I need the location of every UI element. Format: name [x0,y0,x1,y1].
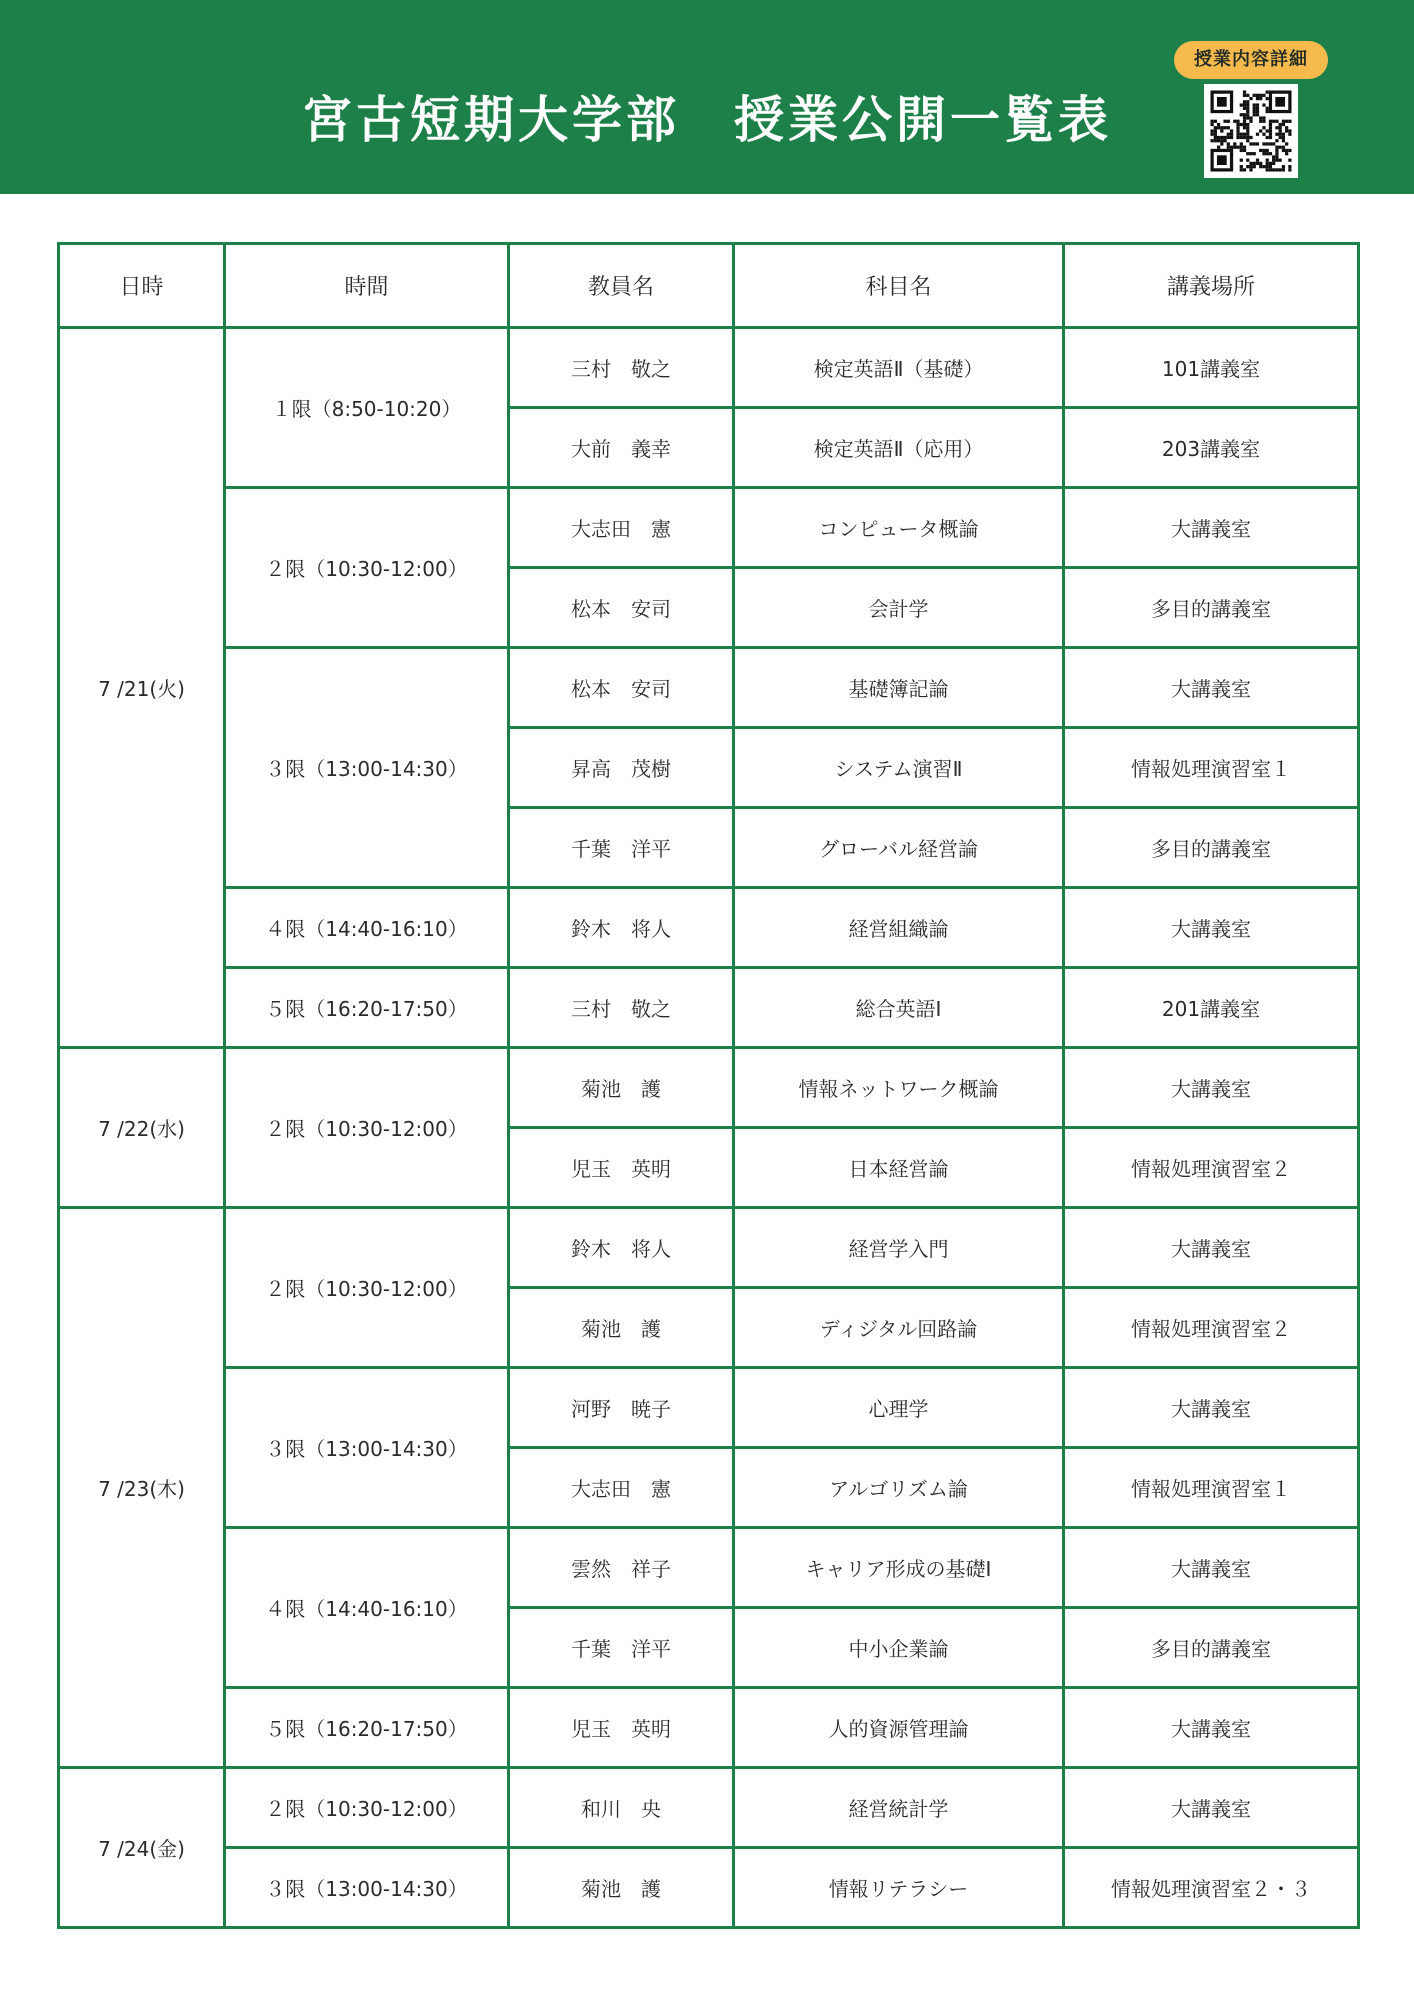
teacher-cell: 昇高 茂樹 [509,728,734,808]
table-row [59,1848,1359,1928]
date-cell: 7 /23(木) [59,1208,225,1768]
subject-cell: 情報リテラシー [734,1848,1064,1928]
table-row [59,1528,1359,1608]
table-row [59,1208,1359,1288]
room-cell: 大講義室 [1064,488,1359,568]
qr-code-icon [1204,84,1298,178]
room-cell: 情報処理演習室２ [1064,1128,1359,1208]
teacher-cell: 菊池 護 [509,1288,734,1368]
teacher-cell: 千葉 洋平 [509,1608,734,1688]
date-cell: 7 /24(金) [59,1768,225,1928]
subject-cell: 経営組織論 [734,888,1064,968]
period-cell: ２限（10:30-12:00） [225,1048,509,1208]
period-cell: ５限（16:20-17:50） [225,968,509,1048]
header-banner [0,0,1414,194]
teacher-cell: 松本 安司 [509,648,734,728]
subject-cell: 検定英語Ⅱ（応用） [734,408,1064,488]
table-row [59,888,1359,968]
subject-cell: キャリア形成の基礎Ⅰ [734,1528,1064,1608]
subject-cell: アルゴリズム論 [734,1448,1064,1528]
table-row [59,1688,1359,1768]
room-cell: 大講義室 [1064,1368,1359,1448]
room-cell: 大講義室 [1064,888,1359,968]
teacher-cell: 大志田 憲 [509,1448,734,1528]
teacher-cell: 雲然 祥子 [509,1528,734,1608]
room-cell: 大講義室 [1064,1768,1359,1848]
page-title: 宮古短期大学部 授業公開一覧表 [302,91,1112,149]
teacher-cell: 河野 暁子 [509,1368,734,1448]
subject-cell: 中小企業論 [734,1608,1064,1688]
teacher-cell: 児玉 英明 [509,1128,734,1208]
room-cell: 情報処理演習室１ [1064,1448,1359,1528]
column-header-date: 日時 [59,244,225,328]
subject-cell: 心理学 [734,1368,1064,1448]
subject-cell: 情報ネットワーク概論 [734,1048,1064,1128]
room-cell: 203講義室 [1064,408,1359,488]
period-cell: ２限（10:30-12:00） [225,488,509,648]
subject-cell: 人的資源管理論 [734,1688,1064,1768]
teacher-cell: 鈴木 将人 [509,888,734,968]
table-row [59,488,1359,568]
room-cell: 大講義室 [1064,1688,1359,1768]
table-row [59,648,1359,728]
date-cell: 7 /22(水) [59,1048,225,1208]
subject-cell: 基礎簿記論 [734,648,1064,728]
subject-cell: 経営統計学 [734,1768,1064,1848]
column-header-time: 時間 [225,244,509,328]
subject-cell: グローバル経営論 [734,808,1064,888]
subject-cell: 検定英語Ⅱ（基礎） [734,328,1064,408]
teacher-cell: 松本 安司 [509,568,734,648]
qr-label-badge[interactable]: 授業内容詳細 [1174,41,1328,79]
teacher-cell: 菊池 護 [509,1848,734,1928]
subject-cell: 経営学入門 [734,1208,1064,1288]
period-cell: ３限（13:00-14:30） [225,648,509,888]
room-cell: 多目的講義室 [1064,1608,1359,1688]
schedule-body [59,328,1359,1928]
room-cell: 多目的講義室 [1064,568,1359,648]
room-cell: 101講義室 [1064,328,1359,408]
subject-cell: コンピュータ概論 [734,488,1064,568]
room-cell: 大講義室 [1064,648,1359,728]
teacher-cell: 三村 敬之 [509,968,734,1048]
teacher-cell: 大前 義幸 [509,408,734,488]
subject-cell: 総合英語Ⅰ [734,968,1064,1048]
period-cell: ３限（13:00-14:30） [225,1368,509,1528]
table-header-row [59,244,1359,328]
period-cell: ２限（10:30-12:00） [225,1768,509,1848]
room-cell: 多目的講義室 [1064,808,1359,888]
table-row [59,1368,1359,1448]
period-cell: ４限（14:40-16:10） [225,1528,509,1688]
teacher-cell: 児玉 英明 [509,1688,734,1768]
room-cell: 大講義室 [1064,1528,1359,1608]
room-cell: 情報処理演習室２・３ [1064,1848,1359,1928]
period-cell: ５限（16:20-17:50） [225,1688,509,1768]
column-header-teacher: 教員名 [509,244,734,328]
period-cell: ４限（14:40-16:10） [225,888,509,968]
period-cell: ３限（13:00-14:30） [225,1848,509,1928]
teacher-cell: 菊池 護 [509,1048,734,1128]
period-cell: ２限（10:30-12:00） [225,1208,509,1368]
date-cell: 7 /21(火) [59,328,225,1048]
room-cell: 201講義室 [1064,968,1359,1048]
period-cell: １限（8:50-10:20） [225,328,509,488]
teacher-cell: 三村 敬之 [509,328,734,408]
schedule-table [57,242,1360,1929]
teacher-cell: 和川 央 [509,1768,734,1848]
subject-cell: システム演習Ⅱ [734,728,1064,808]
room-cell: 大講義室 [1064,1208,1359,1288]
room-cell: 情報処理演習室２ [1064,1288,1359,1368]
subject-cell: 日本経営論 [734,1128,1064,1208]
room-cell: 情報処理演習室１ [1064,728,1359,808]
table-row [59,1768,1359,1848]
column-header-room: 講義場所 [1064,244,1359,328]
qr-code[interactable] [1204,84,1298,178]
table-row [59,1048,1359,1128]
teacher-cell: 鈴木 将人 [509,1208,734,1288]
teacher-cell: 千葉 洋平 [509,808,734,888]
subject-cell: 会計学 [734,568,1064,648]
teacher-cell: 大志田 憲 [509,488,734,568]
subject-cell: ディジタル回路論 [734,1288,1064,1368]
column-header-subject: 科目名 [734,244,1064,328]
table-row [59,968,1359,1048]
room-cell: 大講義室 [1064,1048,1359,1128]
table-row [59,328,1359,408]
